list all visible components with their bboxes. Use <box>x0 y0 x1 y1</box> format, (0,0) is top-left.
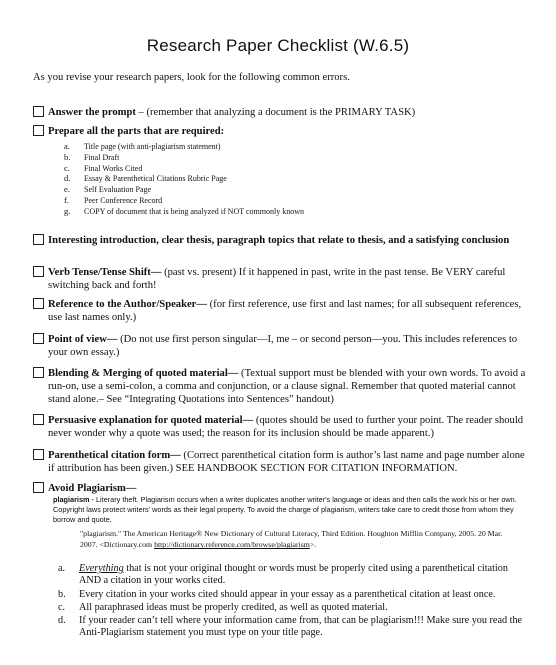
item-text: (Correct parenthetical citation form is author’s last name and page number alone if attribution has been given.) SEE HANDBOOK SECTION FOR CITATION INFORMATION. <box>48 450 525 474</box>
item-heading: Parenthetical citation form— <box>48 450 181 461</box>
list-item: g. COPY of document that is being analyzed if NOT commonly known <box>64 205 304 216</box>
checkbox[interactable] <box>33 482 44 493</box>
checklist-item-introduction <box>33 234 529 247</box>
required-parts-list <box>64 141 504 217</box>
plagiarism-definition: plagiarism - Literary theft. Plagiarism occurs when a writer duplicates another writer's language or ideas and then calls the work his or her own. Copyright laws protect writers' words as their legal property. To avoid the charge of plagiarism, writers take care to credit those from whom they borrow and quote. <box>53 495 517 525</box>
list-item: a. Everything that is not your original thought or words must be properly cited using a parenthetical citation AND a citation in your works cited. <box>58 563 508 587</box>
item-text: (past vs. present) If it happened in past, write in the past tense. Be VERY careful switching back and forth! <box>48 267 506 291</box>
dictionary-link[interactable]: http://dictionary.reference.com/browse/plagiarism <box>154 540 310 550</box>
item-heading: Answer the prompt <box>48 107 136 118</box>
checklist-item-citation-form <box>33 449 529 475</box>
plagiarism-rules-list <box>58 563 528 641</box>
item-heading: Interesting introduction, clear thesis, paragraph topics that relate to thesis, and a satisfying conclusion <box>48 235 510 246</box>
checkbox[interactable] <box>33 367 44 378</box>
item-text: (Textual support must be blended with your own words. To avoid a run-on, use a semi-colon, a comma and conjunction, or a clause signal. Remember that quoted material cannot stand alone.– See “Integrating Quotations into Sentences” handout) <box>48 368 526 405</box>
checklist-item-blending-quotes <box>33 367 529 406</box>
item-heading: Verb Tense/Tense Shift— <box>48 267 162 278</box>
item-text: (Do not use first person singular—I, me – or second person—you. This includes references to your own essay.) <box>48 334 518 358</box>
checkbox[interactable] <box>33 414 44 425</box>
checkbox[interactable] <box>33 234 44 245</box>
checkbox[interactable] <box>33 266 44 277</box>
checklist-item-persuasive-explanation <box>33 414 529 440</box>
item-heading: Blending & Merging of quoted material— <box>48 368 239 379</box>
list-item: b. Final Draft <box>64 151 120 162</box>
item-heading: Reference to the Author/Speaker— <box>48 299 207 310</box>
checkbox[interactable] <box>33 333 44 344</box>
checkbox[interactable] <box>33 125 44 136</box>
list-item: a. Title page (with anti-plagiarism statement) <box>64 141 221 151</box>
checklist-item-prepare-parts <box>33 125 529 138</box>
checkbox[interactable] <box>33 106 44 117</box>
list-item: d. Essay & Parenthetical Citations Rubric Page <box>64 173 227 184</box>
list-item: c. Final Works Cited <box>64 162 143 173</box>
list-item: d. If your reader can’t tell where your information came from, that can be plagiarism!!! Make sure you read the Anti-Plagiarism statement you must type on your title page. <box>58 615 523 639</box>
checklist-item-avoid-plagiarism <box>33 482 529 495</box>
item-heading: Avoid Plagiarism— <box>48 483 137 494</box>
item-text: (quotes should be used to further your point. The reader should never wonder why a quote was used; the reason for its inclusion should be made apparent.) <box>48 415 524 439</box>
list-item: f. Peer Conference Record <box>64 194 163 205</box>
list-item: c. All paraphrased ideas must be properly credited, as well as quoted material. <box>58 601 388 613</box>
checklist-item-verb-tense <box>33 266 529 292</box>
page-title: Research Paper Checklist (W.6.5) <box>146 36 410 55</box>
item-text: – (remember that analyzing a document is the PRIMARY TASK) <box>135 107 416 118</box>
list-item: b. Every citation in your works cited should appear in your essay as a parenthetical citation at least once. <box>58 588 496 600</box>
checkbox[interactable] <box>33 298 44 309</box>
intro-text: As you revise your research papers, look for the following common errors. <box>33 72 350 83</box>
item-heading: Prepare all the parts that are required: <box>48 126 225 137</box>
checklist-item-answer-prompt <box>33 106 529 119</box>
checklist-item-point-of-view <box>33 333 529 359</box>
checklist-item-reference-author <box>33 298 529 324</box>
list-item: e. Self Evaluation Page <box>64 184 152 195</box>
checkbox[interactable] <box>33 449 44 460</box>
dictionary-citation: "plagiarism." The American Heritage® New Dictionary of Cultural Literacy, Third Edition. Houghton Mifflin Company, 2005. 20 Mar. 2007. <Dictionary.com http://dictionary.reference.com/browse/plagiarism>. <box>80 529 503 550</box>
item-heading: Point of view— <box>48 334 118 345</box>
item-heading: Persuasive explanation for quoted material— <box>48 415 254 426</box>
item-text: (for first reference, use first and last names; for all subsequent references, use last names only.) <box>48 299 522 323</box>
